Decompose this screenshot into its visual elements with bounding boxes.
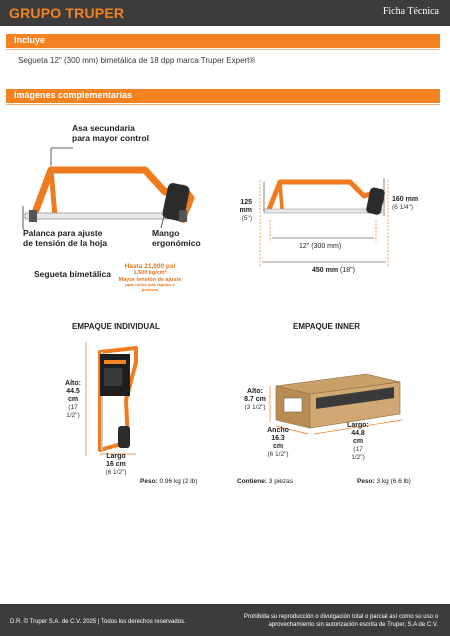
document-type: Ficha Técnica [382,6,439,17]
footer [0,604,450,636]
dim-text: Alto: [65,380,81,387]
callout-text: Mango [152,228,180,238]
individual-weight [140,478,197,485]
field-value: 0.96 kg (2 lb) [159,478,198,485]
callout-text: para mayor control [72,132,149,143]
dim-text: (17 1/2") [351,446,365,461]
callout-grip [152,229,201,249]
brand-logo [9,5,124,21]
field-value: 3 piezas [268,478,294,485]
dim-blade-length: 12" (300 mm) [299,243,342,250]
badge-text: Mayor tensión de ajuste [118,276,182,283]
header-bar [0,0,450,26]
dim-text: (18") [340,267,355,274]
divider [6,49,440,50]
legal-notice [238,613,438,629]
individual-pack-title: EMPAQUE INDIVIDUAL [72,322,160,331]
dim-text: Ancho [267,427,289,434]
dim-text: 44.5 cm [66,388,80,404]
dim-text: 16 cm [106,461,126,469]
dim-total-length [312,267,355,275]
dim-text: (5") [241,215,252,223]
dim-text: 8.7 cm [244,396,266,404]
callout-text: ergonómico [152,237,201,248]
hacksaw-dimension-drawing [250,170,400,280]
section-images [6,89,440,103]
legal-text: aprovechamiento sin autorización escrita de Truper, S.A de C.V. [268,622,438,629]
inner-weight [357,478,411,485]
dim-text: (17 1/2") [66,404,80,419]
dim-text: Largo [106,453,126,460]
section-includes-title: Incluye [14,35,46,45]
badge-text: 1,500 kg/cm² [133,270,167,277]
dim-text: 125 mm [239,199,252,215]
dim-text: (6 1/4") [392,204,414,212]
callout-text: Palanca para ajuste [23,228,103,238]
dim-text: (6 1/2") [267,451,289,459]
inner-alto [244,388,266,412]
dim-depth [392,196,418,212]
inner-contents [237,478,293,485]
legal-text: Prohibida su reproducción o divulgación total o parcial así como su uso o [243,614,438,620]
badge-text: para cortes más rápidos y precisos [125,282,175,292]
tension-badge [118,263,182,292]
inner-ancho [266,427,290,459]
dim-text: Largo: [347,422,369,429]
individual-pack-illustration [78,338,148,460]
inner-largo [346,422,370,461]
dim-text: 160 mm [392,196,419,203]
field-label: Peso: [140,478,158,485]
callout-bimetal-blade: Segueta bimetálica [34,269,112,279]
field-label: Contiene: [237,478,267,485]
individual-largo [105,453,127,477]
callout-tension-lever [23,229,107,249]
brand-name: GRUPO TRUPER [9,5,125,21]
field-value: 3 kg (6.6 lb) [376,478,411,485]
divider [6,104,440,105]
individual-alto [62,380,84,419]
field-label: Peso: [357,478,375,485]
dim-text: 44.8 cm [351,430,365,446]
dim-text: 450 mm [312,267,339,274]
included-item: Segueta 12" (300 mm) bimetálica de 18 dpp marca Truper Expert® [18,56,256,65]
dim-text: (3 1/2") [244,404,266,412]
dim-text: 16.3 cm [271,435,285,451]
section-images-title: Imágenes complementarias [14,90,133,100]
dim-height [228,199,252,223]
badge-text: Hasta 21,000 psi [124,263,176,270]
dim-text: (6 1/2") [105,469,127,477]
callout-text: Asa secundaria [72,123,135,133]
copyright: D.R. © Truper S.A. de C.V. 2025 | Todos los derechos reservados. [10,619,186,625]
inner-pack-title: EMPAQUE INNER [293,322,360,331]
callout-text: de tensión de la hoja [23,237,108,248]
section-includes [6,34,440,48]
dim-text: Alto: [247,388,263,395]
callout-secondary-handle [72,124,149,144]
